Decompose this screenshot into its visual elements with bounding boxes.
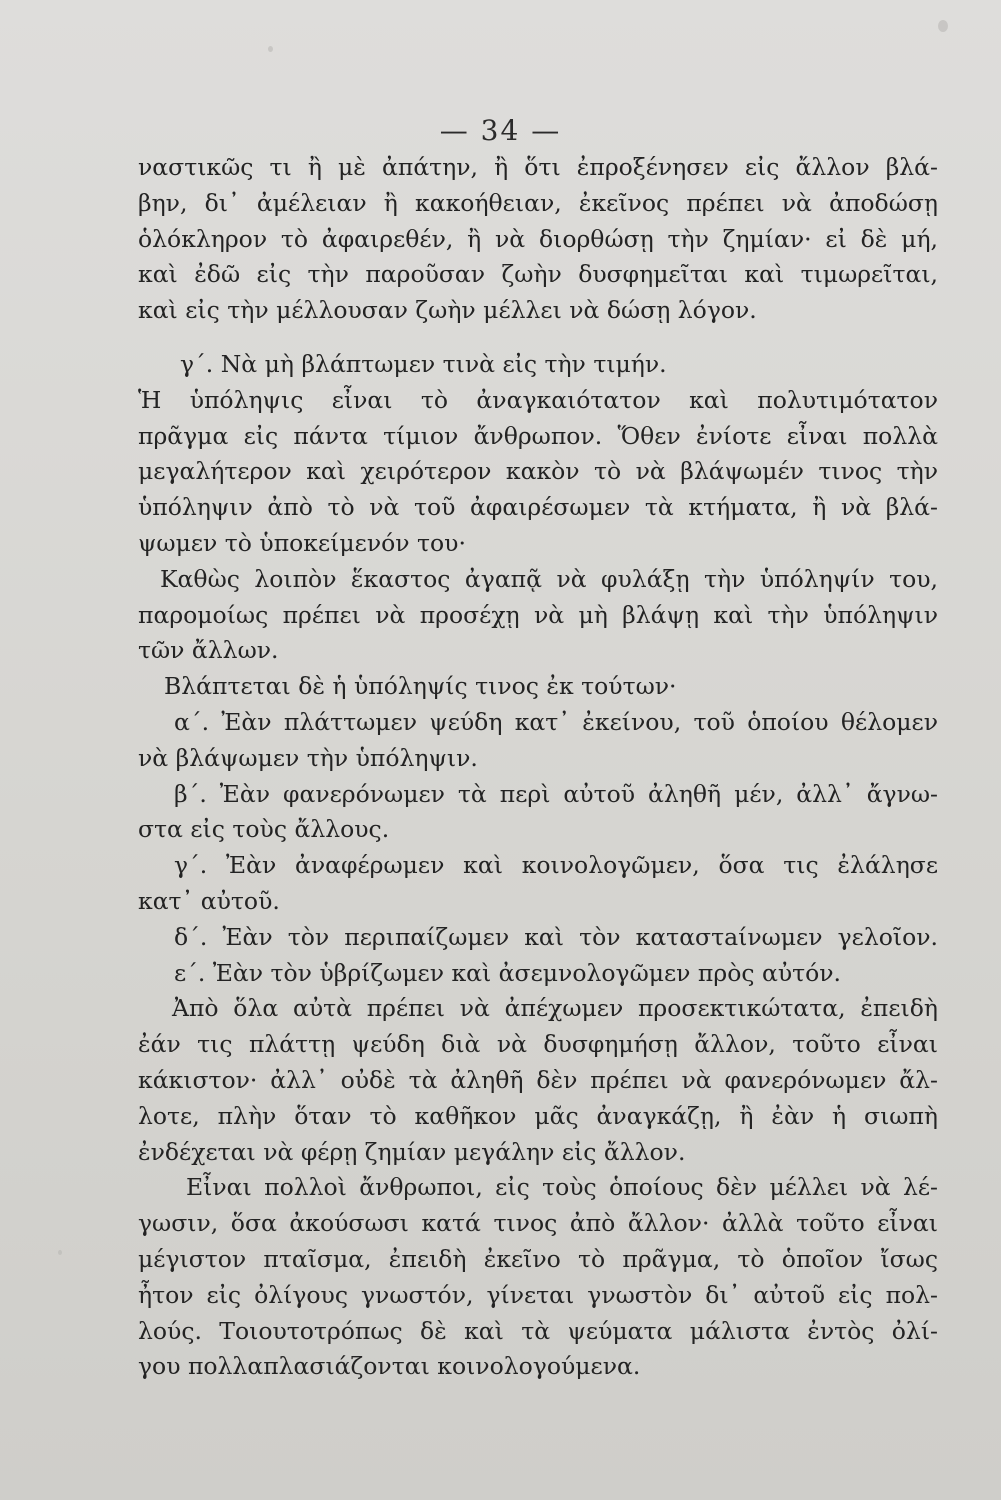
text-line: Καθὼς λοιπὸν ἕκαστος ἀγαπᾷ νὰ φυλάξῃ τὴν ὑπόληψίν του, [160, 564, 938, 593]
text-line: παρομοίως πρέπει νὰ προσέχῃ νὰ μὴ βλάψῃ καὶ τὴν ὑπόληψιν [138, 600, 938, 629]
text-line: μέγιστον πταῖσμα, ἐπειδὴ ἐκεῖνο τὸ πρᾶγμα, τὸ ὁποῖον ἴσως [138, 1244, 938, 1273]
list-item: δ΄. Ἐὰν τὸν περιπαίζωμεν καὶ τὸν καταστаίνωμεν γελοῖον. [174, 922, 938, 951]
text-line: Εἶναι πολλοὶ ἄνθρωποι, εἰς τοὺς ὁποίους δὲν μέλλει νὰ λέ- [186, 1173, 938, 1202]
list-item: ε΄. Ἐὰν τὸν ὑβρίζωμεν καὶ ἀσεμνολογῶμεν πρὸς αὐτόν. [174, 958, 842, 987]
text-line: γου πολλαπλασιάζονται κοινολογούμενα. [138, 1352, 641, 1381]
text-line: ψωμεν τὸ ὑποκείμενόν του· [138, 528, 466, 557]
text-line: Ἀπὸ ὅλα αὐτὰ πρέπει νὰ ἀπέχωμεν προσεκτικώτατα, ἐπειδὴ [172, 994, 938, 1023]
text-line: λούς. Τοιουτοτρόπως δὲ καὶ τὰ ψεύματα μάλιστα ἐντὸς ὀλί- [138, 1316, 938, 1345]
text-line: καὶ εἰς τὴν μέλλουσαν ζωὴν μέλλει νὰ δώσῃ λόγον. [138, 296, 757, 325]
text-line: Ἡ ὑπόληψις εἶναι τὸ ἀναγκαιότατον καὶ πολυτιμότατον [138, 385, 938, 414]
text-line: λοτε, πλὴν ὅταν τὸ καθῆκον μᾶς ἀναγκάζῃ, ἢ ἐὰν ἡ σιωπὴ [138, 1101, 938, 1130]
text-line: νὰ βλάψωμεν τὴν ὑπόληψιν. [138, 743, 478, 772]
paper-spot [938, 20, 948, 32]
text-line: πρᾶγμα εἰς πάντα τίμιον ἄνθρωπον. Ὅθεν ἐνίοτε εἶναι πολλὰ [138, 421, 938, 450]
text-line: κάκιστον· ἀλλ᾽ οὐδὲ τὰ ἀληθῆ δὲν πρέπει νὰ φανερόνωμεν ἄλ- [138, 1065, 938, 1094]
list-item: α΄. Ἐὰν πλάττωμεν ψεύδη κατ᾽ ἐκείνου, τοῦ ὁποίου θέλομεν [174, 707, 938, 736]
text-line: ναστικῶς τι ἢ μὲ ἀπάτην, ἢ ὅτι ἐπροξένησεν εἰς ἄλλον βλά- [138, 153, 938, 181]
body-text [138, 150, 938, 1385]
text-line: ὑπόληψιν ἀπὸ τὸ νὰ τοῦ ἀφαιρέσωμεν τὰ κτήματα, ἢ νὰ βλά- [138, 493, 938, 522]
text-line: βην, δι᾽ ἀμέλειαν ἢ κακοήθειαν, ἐκεῖνος πρέπει νὰ ἀποδώσῃ [138, 188, 938, 217]
text-line: στα εἰς τοὺς ἄλλους. [138, 815, 390, 844]
text-line: Βλάπτεται δὲ ἡ ὑπόληψίς τινος ἐκ τούτων· [164, 672, 677, 701]
list-item: γ΄. Ἐὰν ἀναφέρωμεν καὶ κοινολογῶμεν, ὅσα τις ἐλάλησε [174, 851, 938, 880]
text-line: ἐάν τις πλάττῃ ψεύδη διὰ νὰ δυσφημήσῃ ἄλλον, τοῦτο εἶναι [138, 1030, 938, 1059]
text-line: ἦτον εἰς ὀλίγους γνωστόν, γίνεται γνωστὸν δι᾽ αὐτοῦ εἰς πολ- [138, 1280, 938, 1309]
text-line: ἐνδέχεται νὰ φέρῃ ζημίαν μεγάλην εἰς ἄλλον. [138, 1137, 686, 1166]
text-line: ὁλόκληρον τὸ ἀφαιρεθέν, ἢ νὰ διορθώσῃ τὴν ζημίαν· εἰ δὲ μή, [138, 224, 938, 253]
text-line: γωσιν, ὅσα ἀκούσωσι κατά τινος ἀπὸ ἄλλον· ἀλλὰ τοῦτο εἶναι [138, 1209, 938, 1238]
text-line: τῶν ἄλλων. [138, 636, 279, 665]
paper-spot [58, 1250, 62, 1255]
list-item: β΄. Ἐὰν φανερόνωμεν τὰ περὶ αὐτοῦ ἀληθῆ μέν, ἀλλ᾽ ἄγνω- [174, 779, 938, 808]
page-number: — 34 — [439, 114, 562, 147]
section-heading: γ΄. Νὰ μὴ βλάπτωμεν τινὰ εἰς τὴν τιμήν. [180, 349, 667, 378]
text-line: καὶ ἐδῶ εἰς τὴν παροῦσαν ζωὴν δυσφημεῖται καὶ τιμωρεῖται, [138, 260, 938, 289]
text-line: μεγαλήτερον καὶ χειρότερον κακὸν τὸ νὰ βλάψωμέν τινος τὴν [138, 457, 938, 486]
text-line: κατ᾽ αὐτοῦ. [138, 886, 280, 915]
paper-spot [268, 46, 273, 52]
